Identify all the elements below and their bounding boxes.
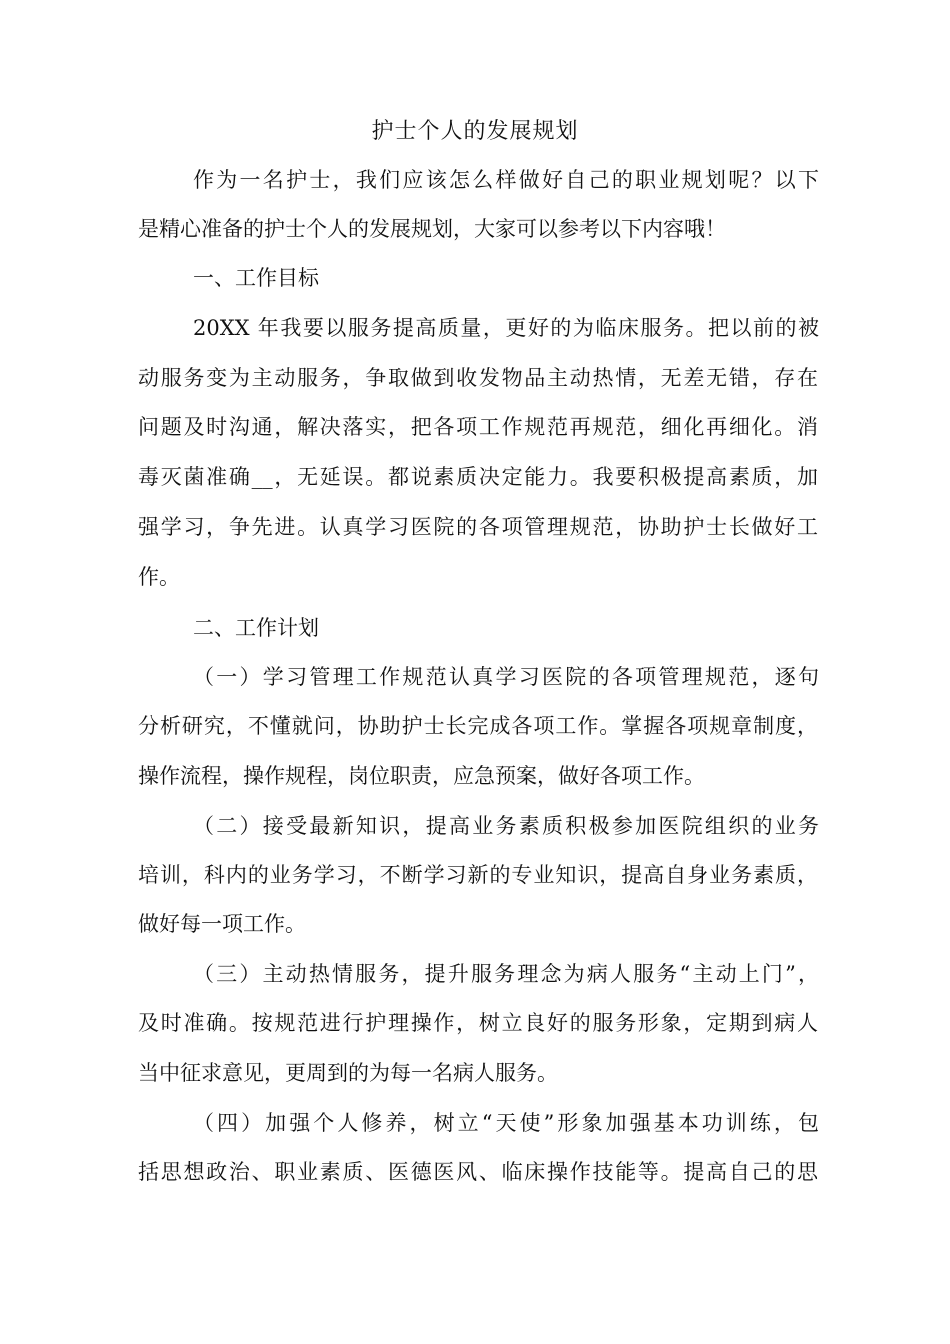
body-line: （三）主动热情服务，提升服务理念为病人服务“主动上门”， — [193, 962, 819, 986]
body-line: 操作流程，操作规程，岗位职责，应急预案，做好各项工作。 — [138, 764, 705, 788]
body-line: 一、工作目标 — [193, 266, 319, 290]
body-line: 作。 — [138, 565, 180, 589]
body-line: 强学习，争先进。认真学习医院的各项管理规范，协助护士长做好工 — [138, 515, 818, 539]
body-line: 二、工作计划 — [193, 616, 319, 640]
body-line: 及时准确。按规范进行护理操作，树立良好的服务形象，定期到病人 — [138, 1011, 818, 1035]
body-line: 作为一名护士，我们应该怎么样做好自己的职业规划呢？以下 — [193, 168, 819, 192]
body-line: 培训，科内的业务学习，不断学习新的专业知识，提高自身业务素质， — [138, 863, 818, 887]
body-line: （二）接受最新知识，提高业务素质积极参加医院组织的业务 — [193, 814, 819, 838]
body-line: 分析研究，不懂就问，协助护士长完成各项工作。掌握各项规章制度， — [138, 714, 818, 738]
body-line: （四）加强个人修养，树立“天使”形象加强基本功训练，包 — [193, 1111, 819, 1135]
document-title: 护士个人的发展规划 — [371, 119, 579, 144]
body-line: 括思想政治、职业素质、医德医风、临床操作技能等。提高自己的思 — [138, 1160, 818, 1184]
body-line: 20XX 年我要以服务提高质量，更好的为临床服务。把以前的被 — [193, 316, 819, 340]
body-line: 是精心准备的护士个人的发展规划，大家可以参考以下内容哦！ — [138, 217, 726, 241]
body-line: 动服务变为主动服务，争取做到收发物品主动热情，无差无错，存在 — [138, 366, 818, 390]
body-line: 问题及时沟通，解决落实，把各项工作规范再规范，细化再细化。消 — [138, 415, 818, 439]
body-line: 当中征求意见，更周到的为每一名病人服务。 — [138, 1061, 558, 1085]
body-line: （一）学习管理工作规范认真学习医院的各项管理规范，逐句 — [193, 665, 819, 689]
body-line: 做好每一项工作。 — [138, 912, 306, 936]
body-line: 毒灭菌准确__，无延误。都说素质决定能力。我要积极提高素质，加 — [138, 465, 818, 489]
